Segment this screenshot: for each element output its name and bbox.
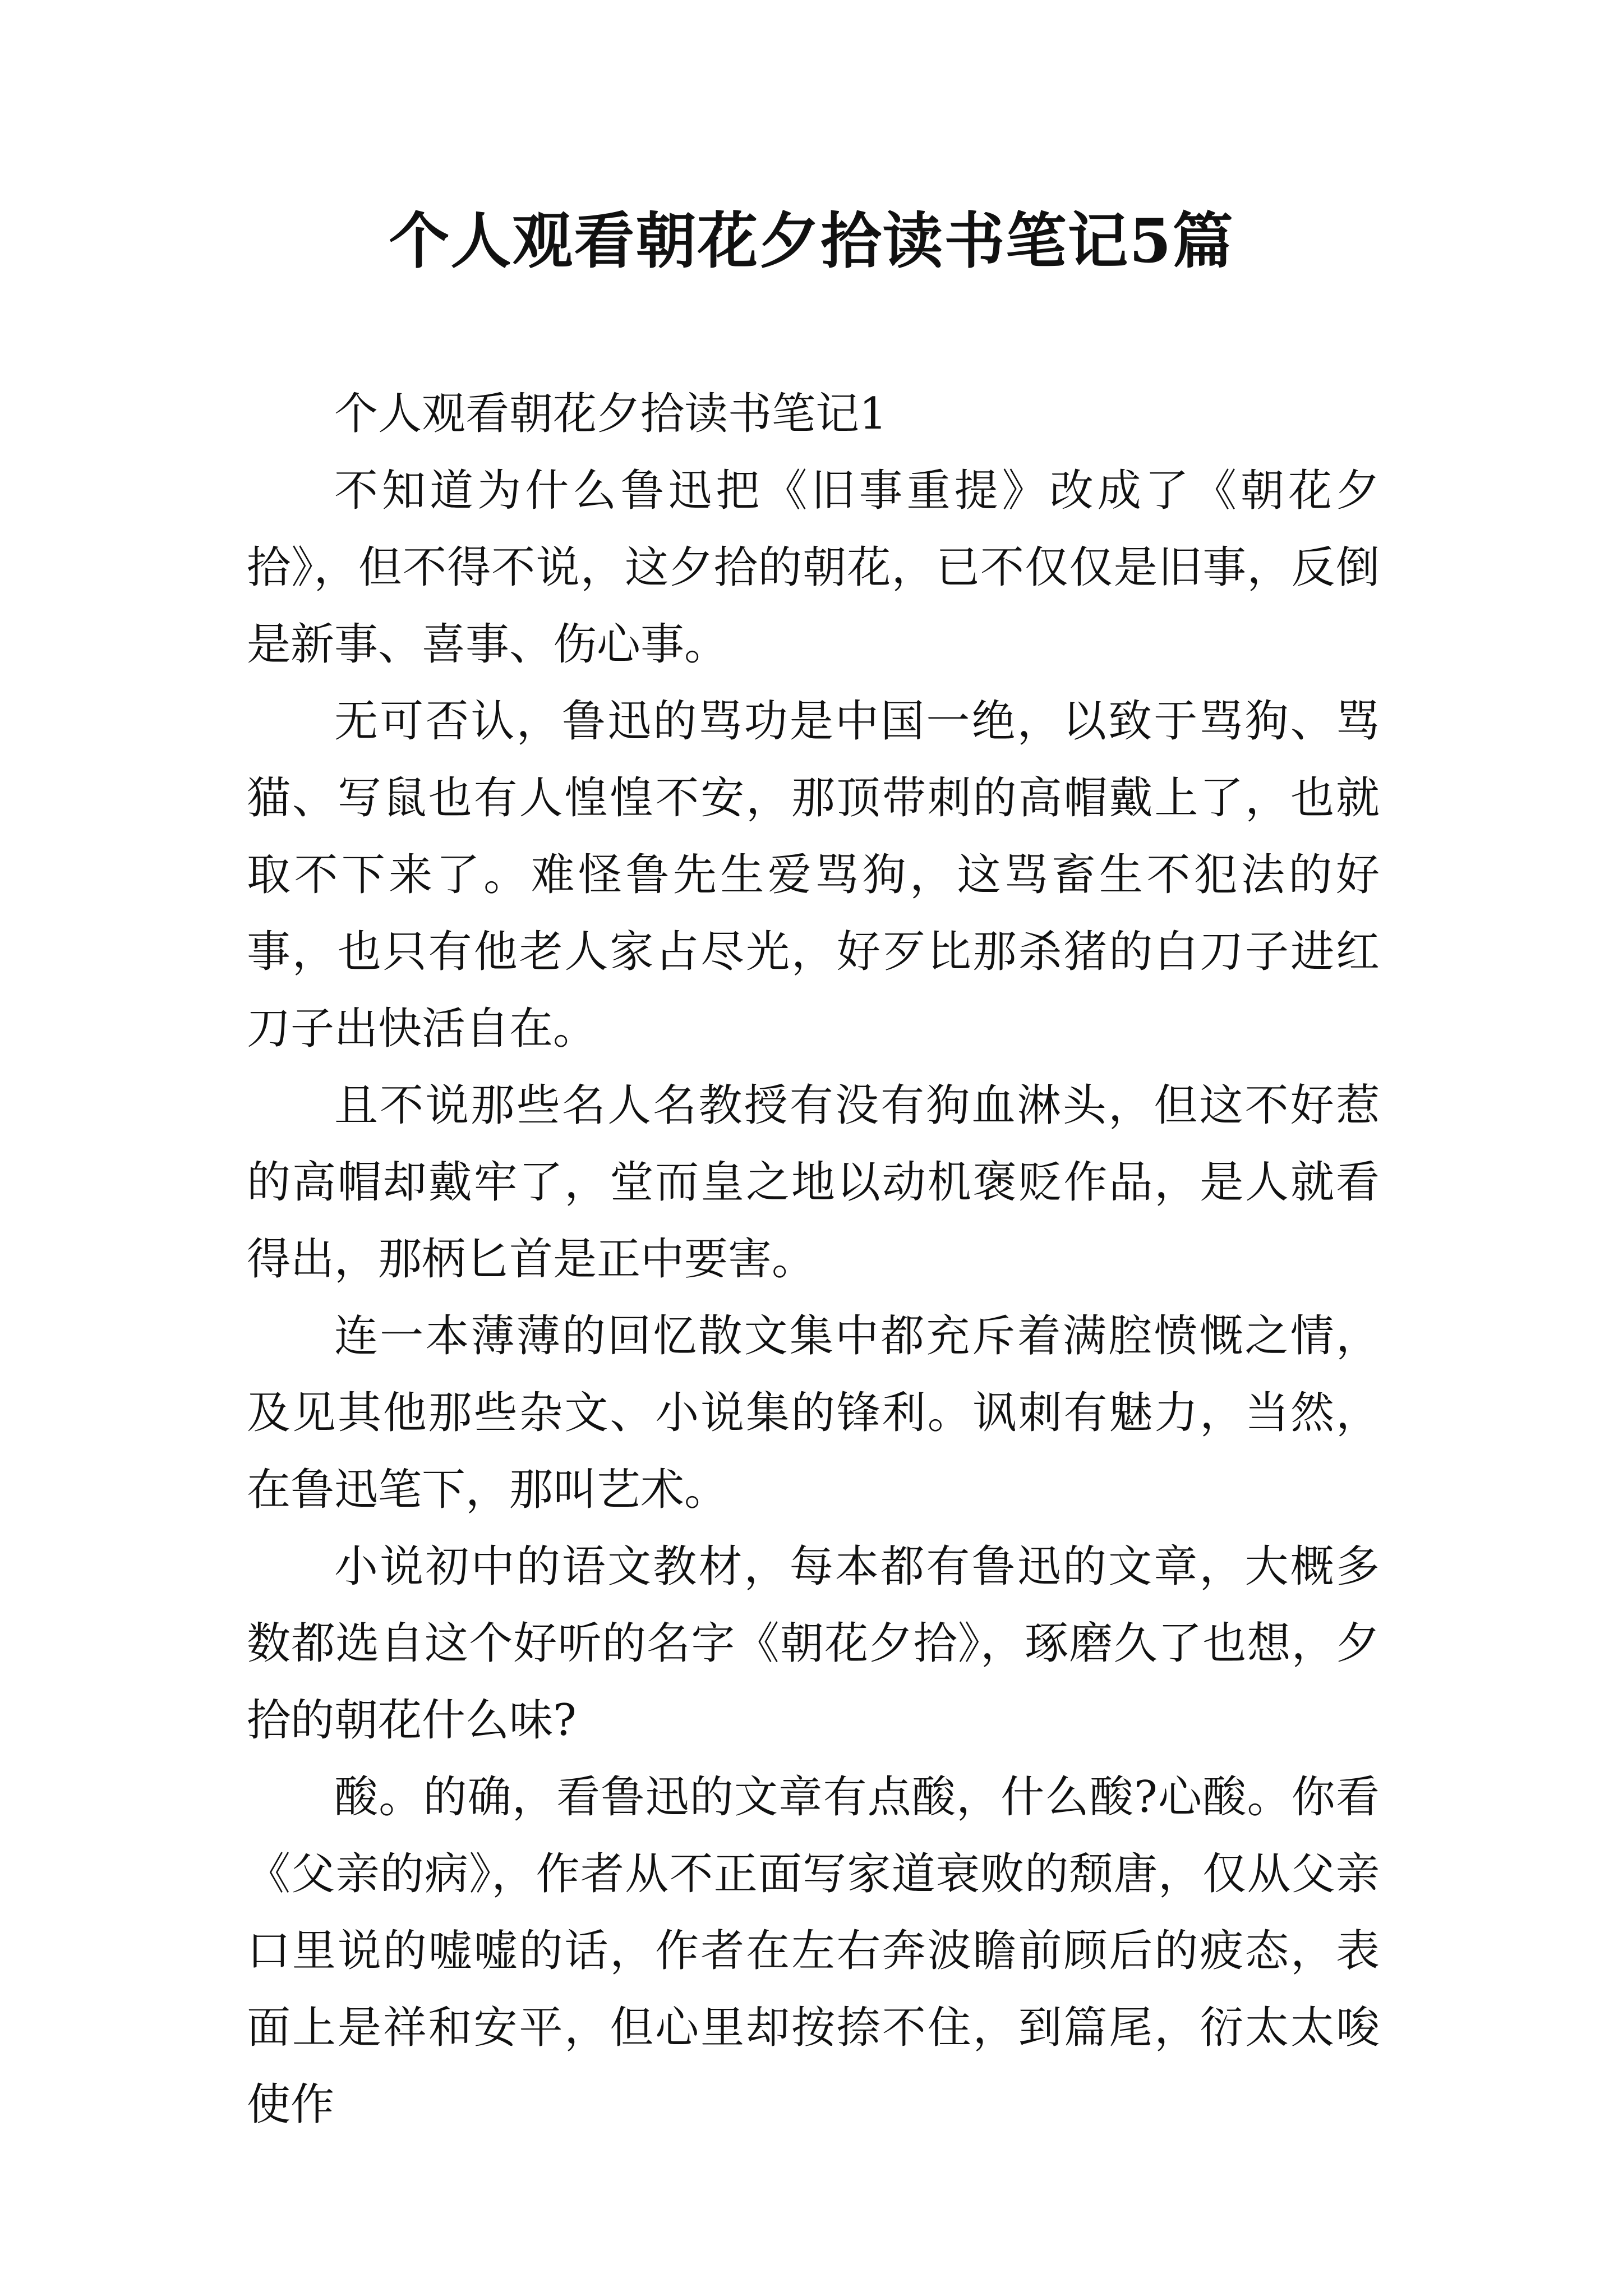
paragraph-1: 不知道为什么鲁迅把《旧事重提》改成了《朝花夕拾》，但不得不说，这夕拾的朝花，已不仅仅是旧事，反倒是新事、喜事、伤心事。 — [247, 466, 1380, 670]
section-heading: 个人观看朝花夕拾读书笔记1 — [334, 389, 887, 439]
document-title: 个人观看朝花夕拾读书笔记5篇 — [389, 206, 1234, 277]
paragraph-3: 且不说那些名人名教授有没有狗血淋头，但这不好惹的高帽却戴牢了，堂而皇之地以动机褒贬作品，是人就看得出，那柄匕首是正中要害。 — [247, 1080, 1380, 1285]
paragraph-4: 连一本薄薄的回忆散文集中都充斥着满腔愤慨之情，及见其他那些杂文、小说集的锋利。讽刺有魅力，当然，在鲁迅笔下，那叫艺术。 — [247, 1311, 1380, 1515]
document-body — [247, 376, 1380, 2143]
paragraph-5: 小说初中的语文教材，每本都有鲁迅的文章，大概多数都选自这个好听的名字《朝花夕拾》，琢磨久了也想，夕拾的朝花什么味? — [247, 1542, 1380, 1746]
paragraph-2: 无可否认，鲁迅的骂功是中国一绝，以致于骂狗、骂猫、写鼠也有人惶惶不安，那顶带刺的高帽戴上了，也就取不下来了。难怪鲁先生爱骂狗，这骂畜生不犯法的好事，也只有他老人家占尽光，好歹比那杀猪的白刀子进红刀子出快活自在。 — [247, 696, 1380, 1054]
paragraph-6: 酸。的确，看鲁迅的文章有点酸，什么酸?心酸。你看《父亲的病》，作者从不正面写家道衰败的颓唐，仅从父亲口里说的嘘嘘的话，作者在左右奔波瞻前顾后的疲态，表面上是祥和安平，但心里却按捺不住，到篇尾，衍太太唆使作 — [247, 1772, 1380, 2130]
